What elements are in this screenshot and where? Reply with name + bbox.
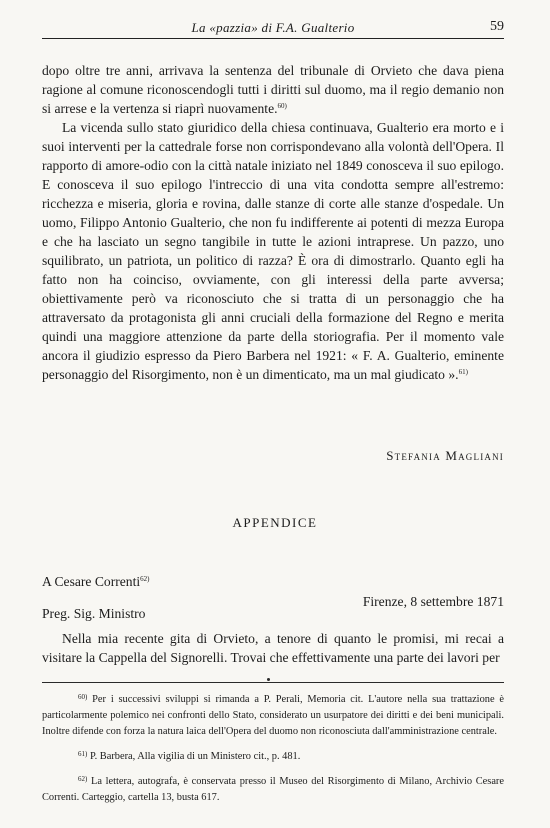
paragraph-1-text: dopo oltre tre anni, arrivava la sentenza del tribunale di Orvieto che dava piena ragione al comune riconoscendogli tutti i diritti sul duomo, ma il regio demanio non si arrese e la vertenza si riaprì nuovamente. <box>42 63 504 116</box>
running-head <box>42 18 504 39</box>
appendix-title: APPENDICE <box>232 515 318 530</box>
letter-date: Firenze, 8 settembre 1871 <box>362 594 504 609</box>
paragraph-2-text: La vicenda sullo stato giuridico della chiesa continuava, Gualterio era morto e i suoi interventi per la cattedrale forse non corrispondevano alla volontà dell'Opera. Il rapporto di amore-odio con la città natale iniziato nel 1849 conosceva il suo epilogo. E conosceva il suo epilogo l'intreccio di una vita condotta sempre all'estremo: ricchezza e miseria, gloria e rovina, dalle stanze di corte alle stanze d'ospedale. Un uomo, Filippo Antonio Gualterio, che non fu indifferente ai potenti di mezza Europa e che ha lasciato un segno tangibile in tutte le azioni intraprese. Un pazzo, uno squilibrato, un patriota, un politico di razza? È ora di dimostrarlo. Quanto egli ha fatto non ha coinciso, ovviamente, con gli interessi della parte avversa; obiettivamente però va riconosciuto che si tratta di un personaggio che ha attraversato da protagonista gli anni cruciali della formazione del Regno e merita quindi una maggiore attenzione da parte della storiografia. Per il momento vale ancora il giudizio espresso da Piero Barbera nel 1921: « F. A. Gualterio, eminente personaggio del Risorgimento, non è un dimenticato, ma un mal giudicato ». <box>42 120 504 382</box>
paragraph-2 <box>42 118 504 384</box>
footnote-number: 61) <box>78 750 88 758</box>
letter-text: Nella mia recente gita di Orvieto, a tenore di quanto le promisi, mi recai a visitare la Cappella del Signorelli. Trovai che effettivamente una parte dei lavori per <box>42 631 504 665</box>
footnote-60 <box>42 689 504 740</box>
footnote-text: La lettera, autografa, è conservata presso il Museo del Risorgimento di Milano, Archivio Cesare Correnti. Carteggio, cartella 13, busta 617. <box>42 776 504 803</box>
footnote-ref-62: 62) <box>140 575 150 583</box>
footnote-61 <box>42 746 504 765</box>
author-name: Stefania Magliani <box>386 448 504 463</box>
main-text <box>42 61 504 384</box>
footnote-ref-61: 61) <box>458 368 468 376</box>
letter-greeting: Preg. Sig. Ministro <box>42 606 146 621</box>
letter-recipient: A Cesare Correnti <box>42 574 141 589</box>
footnote-ref-60: 60) <box>277 102 287 110</box>
running-title: La «pazzia» di F.A. Gualterio <box>191 20 355 35</box>
footnotes <box>42 689 504 812</box>
footnote-text: Per i successivi sviluppi si rimanda a P. Perali, Memoria cit. L'autore nella sua trattazione è particolarmente polemico nei confronti dello Stato, considerato un usurpatore dei diritti e dei beni municipali. Inoltre difende con forza la natura laica dell'Opera del duomo non riconosciuta dall'amministrazione centrale. <box>42 694 504 737</box>
footnote-separator <box>42 682 504 683</box>
footnote-mark <box>267 678 270 681</box>
footnote-text: P. Barbera, Alla vigilia di un Ministero cit., p. 481. <box>89 751 301 762</box>
page-number: 59 <box>490 19 504 34</box>
footnote-number: 62) <box>78 775 88 783</box>
author-signature <box>386 448 504 464</box>
letter-address <box>42 574 150 590</box>
paragraph-1 <box>42 61 504 118</box>
footnote-number: 60) <box>78 693 88 701</box>
footnote-62 <box>42 771 504 806</box>
